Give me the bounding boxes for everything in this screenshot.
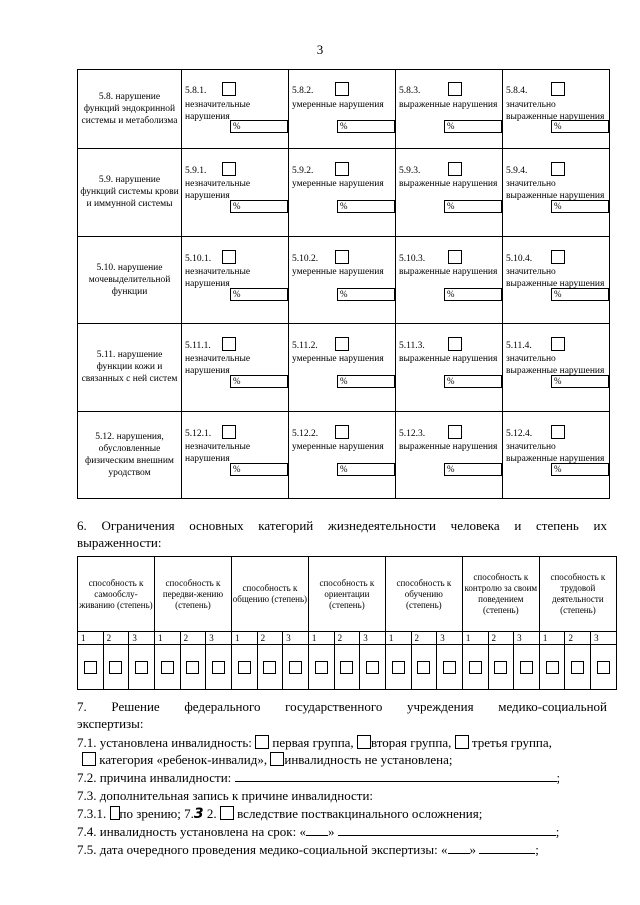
degree-cell — [231, 645, 257, 690]
severity-cell — [182, 236, 289, 323]
percent-field[interactable]: % — [444, 463, 502, 476]
severity-code: 5.9.1. — [185, 166, 207, 177]
degree-number: 1 — [231, 632, 257, 645]
percent-field[interactable]: % — [230, 120, 288, 133]
percent-field[interactable]: % — [551, 200, 609, 213]
severity-code: 5.12.2. — [292, 428, 319, 439]
severity-label: незначительные нарушения — [185, 100, 251, 122]
severity-checkbox[interactable] — [551, 162, 565, 176]
severity-label: значительно выраженные нарушения — [506, 354, 605, 377]
severity-cell — [503, 411, 610, 498]
severity-cell — [182, 70, 289, 149]
percent-field[interactable]: % — [551, 463, 609, 476]
severity-label: незначительные нарушения — [185, 266, 251, 289]
degree-cell — [539, 645, 565, 690]
term-details-field[interactable] — [338, 823, 556, 836]
severity-code: 5.11.3. — [399, 341, 425, 352]
function-row — [78, 70, 610, 149]
percent-field[interactable]: % — [551, 375, 609, 388]
percent-field[interactable]: % — [230, 200, 288, 213]
degree-cell — [308, 645, 334, 690]
severity-checkbox[interactable] — [335, 337, 349, 351]
severity-code: 5.11.4. — [506, 341, 532, 352]
percent-field[interactable]: % — [230, 375, 288, 388]
line-7-5: 7.5. дата очередного проведения медико-социальной экспертизы: « » ; — [77, 842, 539, 857]
severity-checkbox[interactable] — [448, 162, 462, 176]
degree-cell — [437, 645, 463, 690]
function-label: 5.10. нарушение мочевыделительной функции — [78, 236, 182, 323]
percent-field[interactable]: % — [444, 288, 502, 301]
severity-checkbox[interactable] — [222, 425, 236, 439]
degree-checkbox[interactable] — [263, 661, 276, 674]
severity-label: выраженные нарушения — [399, 100, 498, 110]
severity-checkbox[interactable] — [222, 162, 236, 176]
line-7-3: 7.3. дополнительная запись к причине инвалидности: — [77, 788, 374, 803]
degree-number: 1 — [385, 632, 411, 645]
severity-checkbox[interactable] — [335, 425, 349, 439]
function-row — [78, 411, 610, 498]
line-7-1-cont: категория «ребенок-инвалид», инвалидность не установлена; — [82, 751, 612, 768]
degree-checkbox[interactable] — [315, 661, 328, 674]
percent-field[interactable]: % — [337, 463, 395, 476]
severity-cell — [396, 149, 503, 236]
section6-table — [77, 556, 617, 690]
severity-label: выраженные нарушения — [399, 354, 498, 365]
degree-number: 3 — [514, 632, 540, 645]
percent-field[interactable]: % — [230, 463, 288, 476]
degree-checkbox[interactable] — [417, 661, 430, 674]
severity-checkbox[interactable] — [551, 425, 565, 439]
function-row — [78, 324, 610, 411]
degree-cell — [283, 645, 309, 690]
severity-code: 5.10.4. — [506, 253, 533, 264]
category-header: способность к ориентации (степень) — [308, 557, 385, 632]
percent-field[interactable]: % — [230, 288, 288, 301]
degree-cell — [206, 645, 232, 690]
severity-code: 5.9.3. — [399, 166, 421, 177]
percent-field[interactable]: % — [444, 200, 502, 213]
next-exam-day-field[interactable] — [448, 841, 470, 854]
severity-cell — [289, 411, 396, 498]
degree-checkbox[interactable] — [340, 661, 353, 674]
vaccination-checkbox[interactable] — [220, 806, 234, 820]
severity-checkbox[interactable] — [335, 82, 349, 96]
severity-cell — [396, 411, 503, 498]
severity-label: значительно выраженные нарушения — [506, 100, 605, 122]
degree-number: 3 — [129, 632, 155, 645]
severity-checkbox[interactable] — [448, 82, 462, 96]
degree-checkbox[interactable] — [443, 661, 456, 674]
degree-number: 2 — [180, 632, 206, 645]
degree-cell — [257, 645, 283, 690]
degree-checkbox[interactable] — [571, 661, 584, 674]
not-established-checkbox[interactable] — [270, 752, 284, 766]
degree-number: 1 — [539, 632, 565, 645]
degree-number: 2 — [257, 632, 283, 645]
severity-label: умеренные нарушения — [292, 354, 384, 365]
degree-cell — [360, 645, 386, 690]
degree-number: 3 — [591, 632, 617, 645]
severity-code: 5.10.2. — [292, 253, 319, 264]
severity-cell — [396, 324, 503, 411]
severity-cell — [503, 324, 610, 411]
section5-table — [77, 69, 610, 499]
degree-checkbox[interactable] — [289, 661, 302, 674]
severity-label: выраженные нарушения — [399, 179, 498, 190]
group1-checkbox[interactable] — [255, 735, 269, 749]
percent-field[interactable]: % — [551, 288, 609, 301]
degree-checkbox[interactable] — [84, 661, 97, 674]
severity-code: 5.12.1. — [185, 428, 212, 439]
severity-label: значительно выраженные нарушения — [506, 441, 605, 464]
degree-cell — [103, 645, 129, 690]
degree-checkbox[interactable] — [366, 661, 379, 674]
degree-cell — [488, 645, 514, 690]
severity-code: 5.11.1. — [185, 341, 211, 352]
severity-checkbox[interactable] — [551, 82, 565, 96]
severity-cell — [289, 324, 396, 411]
percent-field[interactable]: % — [337, 200, 395, 213]
function-label: 5.12. нарушения, обусловленные физическим внешним уродством — [78, 411, 182, 498]
degree-checkbox[interactable] — [109, 661, 122, 674]
percent-field[interactable]: % — [337, 288, 395, 301]
category-header: способность к трудовой деятельности (степень) — [539, 557, 616, 632]
degree-number: 2 — [565, 632, 591, 645]
degree-number: 3 — [437, 632, 463, 645]
degree-checkbox[interactable] — [520, 661, 533, 674]
disability-cause-field[interactable] — [235, 769, 557, 782]
severity-checkbox[interactable] — [335, 250, 349, 264]
section7-title-cont: экспертизы: — [77, 716, 144, 731]
severity-cell — [503, 236, 610, 323]
section7-title: 7. Решение федерального государственного учреждения медико-социальной — [77, 699, 607, 714]
line-7-2: 7.2. причина инвалидности: ; — [77, 770, 561, 785]
severity-label: незначительные нарушения — [185, 179, 251, 202]
severity-cell — [396, 70, 503, 149]
function-label: 5.11. нарушение функции кожи и связанных с ней систем — [78, 324, 182, 411]
degree-checkbox[interactable] — [494, 661, 507, 674]
percent-field[interactable]: % — [551, 120, 609, 133]
severity-checkbox[interactable] — [448, 425, 462, 439]
group2-checkbox[interactable] — [357, 735, 371, 749]
severity-checkbox[interactable] — [551, 337, 565, 351]
degree-number: 1 — [462, 632, 488, 645]
severity-cell — [289, 70, 396, 149]
severity-cell — [503, 149, 610, 236]
severity-cell — [503, 70, 610, 149]
degree-number: 2 — [103, 632, 129, 645]
degree-number: 1 — [308, 632, 334, 645]
category-header: способность к обучению (степень) — [385, 557, 462, 632]
degree-number: 2 — [488, 632, 514, 645]
function-row — [78, 149, 610, 236]
degree-cell — [565, 645, 591, 690]
degree-number: 3 — [283, 632, 309, 645]
severity-code: 5.8.4. — [506, 86, 528, 96]
severity-checkbox[interactable] — [222, 82, 236, 96]
severity-label: незначительные нарушения — [185, 354, 251, 377]
degree-cell — [129, 645, 155, 690]
degree-cell — [180, 645, 206, 690]
category-header: способность к передви-жению (степень) — [154, 557, 231, 632]
degree-number: 2 — [334, 632, 360, 645]
degree-number: 3 — [360, 632, 386, 645]
severity-code: 5.9.2. — [292, 166, 314, 177]
severity-checkbox[interactable] — [222, 250, 236, 264]
severity-label: незначительные нарушения — [185, 441, 251, 464]
severity-code: 5.11.2. — [292, 341, 318, 352]
term-field[interactable] — [306, 823, 328, 836]
vision-checkbox[interactable] — [110, 806, 120, 820]
percent-field[interactable]: % — [337, 120, 395, 133]
function-row — [78, 236, 610, 323]
category-header: способность к контролю за своим поведением (степень) — [462, 557, 539, 632]
severity-cell — [182, 149, 289, 236]
degree-cell — [411, 645, 437, 690]
percent-field[interactable]: % — [337, 375, 395, 388]
section6-title: 6. Ограничения основных категорий жизнедеятельности человека и степень их — [77, 518, 607, 533]
group3-checkbox[interactable] — [455, 735, 469, 749]
severity-checkbox[interactable] — [448, 337, 462, 351]
severity-checkbox[interactable] — [335, 162, 349, 176]
severity-cell — [289, 149, 396, 236]
degree-checkbox[interactable] — [469, 661, 482, 674]
degree-cell — [385, 645, 411, 690]
degree-checkbox[interactable] — [597, 661, 610, 674]
category-header: способность к общению (степень) — [231, 557, 308, 632]
degree-cell — [154, 645, 180, 690]
degree-checkbox[interactable] — [161, 661, 174, 674]
severity-code: 5.8.2. — [292, 86, 314, 96]
severity-code: 5.9.4. — [506, 166, 528, 177]
degree-number: 1 — [78, 632, 104, 645]
severity-code: 5.8.1. — [185, 86, 207, 96]
severity-label: значительно выраженные нарушения — [506, 266, 605, 289]
degree-checkbox[interactable] — [212, 661, 225, 674]
severity-label: умеренные нарушения — [292, 441, 384, 452]
degree-checkbox[interactable] — [392, 661, 405, 674]
degree-checkbox[interactable] — [135, 661, 148, 674]
severity-cell — [289, 236, 396, 323]
severity-checkbox[interactable] — [222, 337, 236, 351]
handwritten-digit: 3 — [193, 806, 204, 822]
degree-number: 3 — [206, 632, 232, 645]
severity-label: выраженные нарушения — [399, 266, 498, 277]
severity-cell — [396, 236, 503, 323]
degree-number: 1 — [154, 632, 180, 645]
severity-cell — [182, 411, 289, 498]
degree-cell — [462, 645, 488, 690]
severity-code: 5.8.3. — [399, 86, 421, 96]
severity-label: умеренные нарушения — [292, 100, 384, 110]
child-disabled-checkbox[interactable] — [82, 752, 96, 766]
severity-cell — [182, 324, 289, 411]
page-number: 3 — [316, 42, 324, 57]
line-7-4: 7.4. инвалидность установлена на срок: « » ; — [77, 824, 560, 839]
severity-checkbox[interactable] — [551, 250, 565, 264]
degree-checkbox[interactable] — [238, 661, 251, 674]
degree-cell — [514, 645, 540, 690]
function-label: 5.9. нарушение функций системы крови и иммунной системы — [78, 149, 182, 236]
degree-number: 2 — [411, 632, 437, 645]
category-header: способность к самообслу-живанию (степень) — [78, 557, 155, 632]
degree-cell — [591, 645, 617, 690]
severity-label: выраженные нарушения — [399, 441, 498, 452]
percent-field[interactable]: % — [444, 120, 502, 133]
severity-label: значительно выраженные нарушения — [506, 179, 605, 202]
next-exam-date-field[interactable] — [479, 841, 535, 854]
line-7-3-1: 7.3.1. по зрению; 7.3 2. вследствие поствакцинального осложнения; — [77, 806, 483, 822]
degree-checkbox[interactable] — [186, 661, 199, 674]
severity-label: умеренные нарушения — [292, 266, 384, 277]
severity-label: умеренные нарушения — [292, 179, 384, 190]
degree-cell — [334, 645, 360, 690]
severity-code: 5.12.3. — [399, 428, 426, 439]
severity-code: 5.10.3. — [399, 253, 426, 264]
severity-code: 5.10.1. — [185, 253, 212, 264]
degree-checkbox[interactable] — [546, 661, 559, 674]
section6-title-cont: выраженности: — [77, 535, 162, 550]
severity-checkbox[interactable] — [448, 250, 462, 264]
severity-code: 5.12.4. — [506, 428, 533, 439]
degree-cell — [78, 645, 104, 690]
function-label: 5.8. нарушение функций эндокринной системы и метаболизма — [78, 70, 182, 149]
line-7-1: 7.1. установлена инвалидность: первая группа, вторая группа, третья группа, — [77, 735, 552, 750]
percent-field[interactable]: % — [444, 375, 502, 388]
